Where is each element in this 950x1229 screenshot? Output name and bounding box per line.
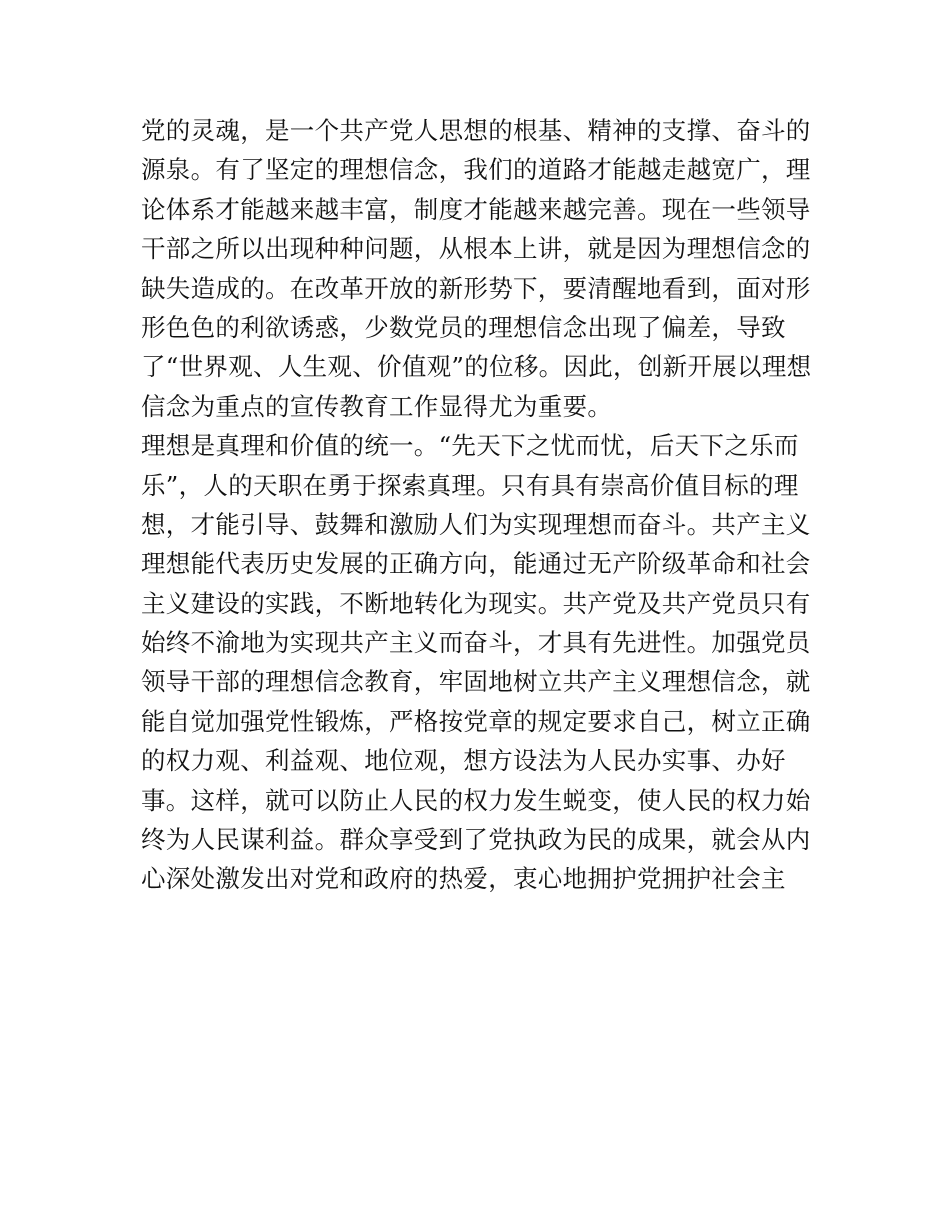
text-line: 始终不渝地为实现共产主义而奋斗，才具有先进性。加强党员 — [141, 628, 811, 658]
text-line: 事。这样，就可以防止人民的权力发生蜕变，使人民的权力始 — [141, 785, 811, 815]
text-line: 乐”，人的天职在勇于探索真理。只有具有崇高价值目标的理 — [141, 470, 799, 500]
text-line: 的权力观、利益观、地位观，想方设法为人民办实事、办好 — [141, 746, 786, 776]
text-line: 了“世界观、人生观、价值观”的位移。因此，创新开展以理想 — [141, 352, 812, 382]
text-line: 形色色的利欲诱惑，少数党员的理想信念出现了偏差，导致 — [141, 312, 786, 342]
text-line: 干部之所以出现种种问题，从根本上讲，就是因为理想信念的 — [141, 234, 811, 264]
body-text — [141, 111, 821, 899]
text-line: 源泉。有了坚定的理想信念，我们的道路才能越走越宽广，理 — [141, 155, 811, 185]
text-line: 信念为重点的宣传教育工作显得尤为重要。 — [141, 391, 613, 421]
text-line: 终为人民谋利益。群众享受到了党执政为民的成果，就会从内 — [141, 825, 811, 855]
text-line: 理想是真理和价值的统一。“先天下之忧而忧，后天下之乐而 — [141, 431, 799, 461]
text-line: 想，才能引导、鼓舞和激励人们为实现理想而奋斗。共产主义 — [141, 509, 811, 539]
text-line: 缺失造成的。在改革开放的新形势下，要清醒地看到，面对形 — [141, 273, 811, 303]
text-line: 领导干部的理想信念教育，牢固地树立共产主义理想信念，就 — [141, 667, 811, 697]
text-line: 党的灵魂，是一个共产党人思想的根基、精神的支撑、奋斗的 — [141, 116, 811, 145]
text-line: 理想能代表历史发展的正确方向，能通过无产阶级革命和社会 — [141, 549, 811, 579]
text-line: 论体系才能越来越丰富，制度才能越来越完善。现在一些领导 — [141, 194, 811, 224]
text-line: 主义建设的实践，不断地转化为现实。共产党及共产党员只有 — [141, 588, 811, 618]
text-line: 能自觉加强党性锻炼，严格按党章的规定要求自己，树立正确 — [141, 706, 811, 736]
text-line: 心深处激发出对党和政府的热爱，衷心地拥护党拥护社会主 — [141, 864, 786, 894]
